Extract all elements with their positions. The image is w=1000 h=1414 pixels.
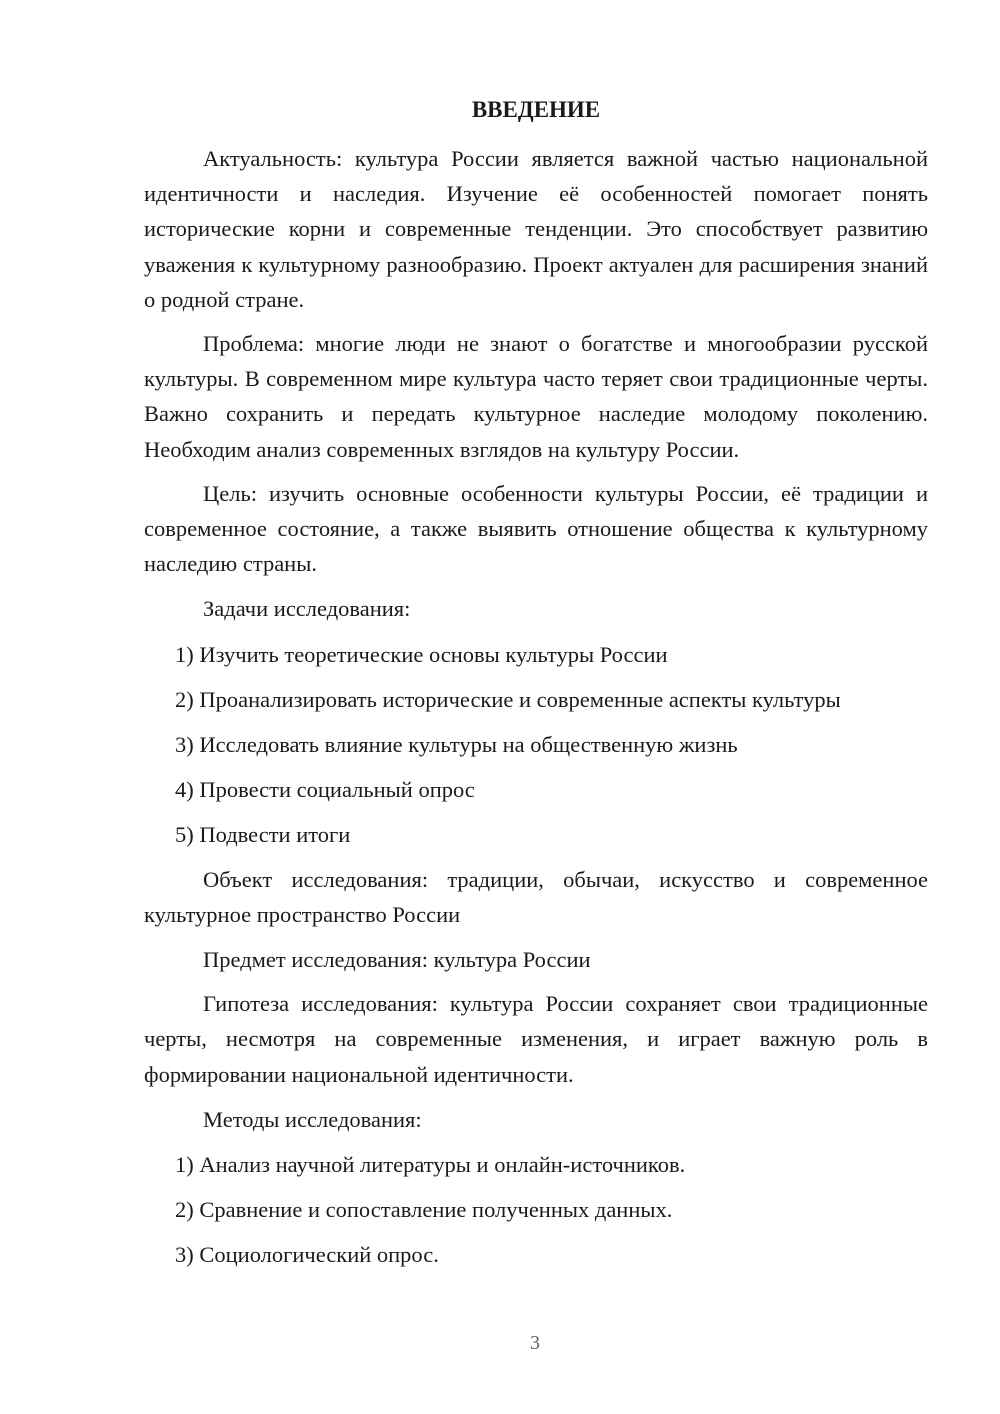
tasks-list bbox=[144, 637, 928, 853]
methods-heading: Методы исследования: bbox=[203, 1106, 422, 1132]
task-item: 3) Исследовать влияние культуры на общественную жизнь bbox=[175, 732, 738, 758]
tasks-heading: Задачи исследования: bbox=[203, 596, 411, 622]
task-item: 1) Изучить теоретические основы культуры России bbox=[175, 641, 668, 667]
methods-list bbox=[144, 1147, 928, 1273]
object-paragraph: Объект исследования: традиции, обычаи, искусство и современное культурное пространство России bbox=[144, 866, 928, 927]
document-page bbox=[144, 92, 928, 1273]
section-title: ВВЕДЕНИЕ bbox=[471, 97, 601, 122]
method-item: 2) Сравнение и сопоставление полученных данных. bbox=[175, 1197, 673, 1223]
task-item: 4) Провести социальный опрос bbox=[175, 777, 475, 803]
task-item: 2) Проанализировать исторические и современные аспекты культуры bbox=[175, 686, 841, 712]
goal-paragraph: Цель: изучить основные особенности культуры России, её традиции и современное состояние, а также выявить отношение общества к культурному наследию страны. bbox=[144, 480, 928, 577]
method-item: 1) Анализ научной литературы и онлайн-источников. bbox=[175, 1152, 686, 1178]
task-item: 5) Подвести итоги bbox=[175, 822, 351, 848]
relevance-paragraph: Актуальность: культура России является важной частью национальной идентичности и наследия. Изучение её особенностей помогает понять исторические корни и современные тенденции. Это способствует развитию уважения к культурному разнообразию. Проект актуален для расширения знаний о родной стране. bbox=[144, 146, 928, 312]
subject-line: Предмет исследования: культура России bbox=[203, 947, 591, 973]
page-number: 3 bbox=[530, 1332, 540, 1354]
hypothesis-paragraph: Гипотеза исследования: культура России сохраняет свои традиционные черты, несмотря на современные изменения, и играет важную роль в формировании национальной идентичности. bbox=[144, 991, 928, 1087]
problem-paragraph: Проблема: многие люди не знают о богатстве и многообразии русской культуры. В современном мире культура часто теряет свои традиционные черты. Важно сохранить и передать культурное наследие молодому поколению. Необходим анализ современных взглядов на культуру России. bbox=[144, 331, 928, 462]
method-item: 3) Социологический опрос. bbox=[175, 1242, 439, 1268]
